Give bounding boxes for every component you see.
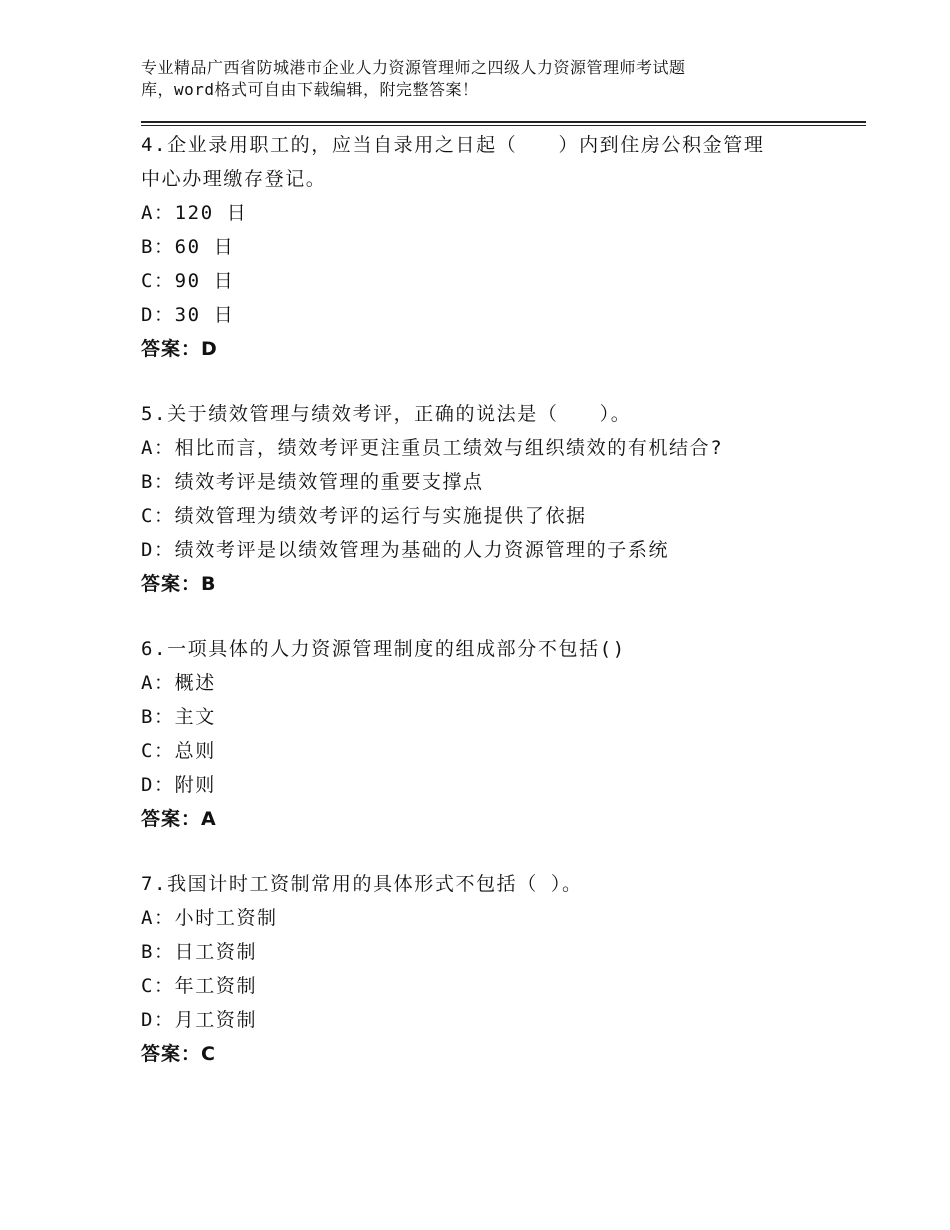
question-5	[141, 397, 841, 601]
question-4	[141, 128, 841, 366]
option-c: C：绩效管理为绩效考评的运行与实施提供了依据	[141, 505, 587, 527]
header-divider-thin	[141, 125, 866, 126]
option-d: D：月工资制	[141, 1009, 258, 1031]
option-b: B：60 日	[141, 236, 235, 258]
question-text: 4.企业录用职工的，应当自录用之日起（ ）内到住房公积金管理	[141, 134, 765, 156]
answer: 答案：C	[141, 1043, 216, 1065]
question-text: 7.我国计时工资制常用的具体形式不包括（ ）。	[141, 873, 583, 895]
option-d: D：附则	[141, 774, 216, 796]
header-line-1: 专业精品广西省防城港市企业人力资源管理师之四级人力资源管理师考试题	[141, 58, 686, 77]
option-b: B：绩效考评是绩效管理的重要支撑点	[141, 471, 484, 493]
option-a: A：小时工资制	[141, 907, 278, 929]
option-a: A：120 日	[141, 202, 248, 224]
option-d: D：绩效考评是以绩效管理为基础的人力资源管理的子系统	[141, 539, 670, 561]
question-text: 6.一项具体的人力资源管理制度的组成部分不包括()	[141, 638, 626, 660]
option-b: B：日工资制	[141, 941, 258, 963]
option-c: C：90 日	[141, 270, 235, 292]
option-c: C：年工资制	[141, 975, 258, 997]
answer: 答案：A	[141, 808, 217, 830]
option-a: A：相比而言，绩效考评更注重员工绩效与组织绩效的有机结合?	[141, 437, 724, 459]
header-divider-thick	[141, 121, 866, 123]
question-7	[141, 867, 841, 1071]
option-c: C：总则	[141, 740, 216, 762]
answer: 答案：B	[141, 573, 217, 595]
header-line-2: 库，word格式可自由下载编辑，附完整答案！	[141, 80, 479, 99]
answer: 答案：D	[141, 338, 218, 360]
option-d: D：30 日	[141, 304, 235, 326]
option-b: B：主文	[141, 706, 216, 728]
option-a: A：概述	[141, 672, 216, 694]
question-text: 5.关于绩效管理与绩效考评，正确的说法是（ ）。	[141, 403, 632, 425]
question-text-continued: 中心办理缴存登记。	[141, 168, 327, 190]
question-list	[141, 128, 841, 1102]
document-header	[141, 57, 781, 101]
question-6	[141, 632, 841, 836]
